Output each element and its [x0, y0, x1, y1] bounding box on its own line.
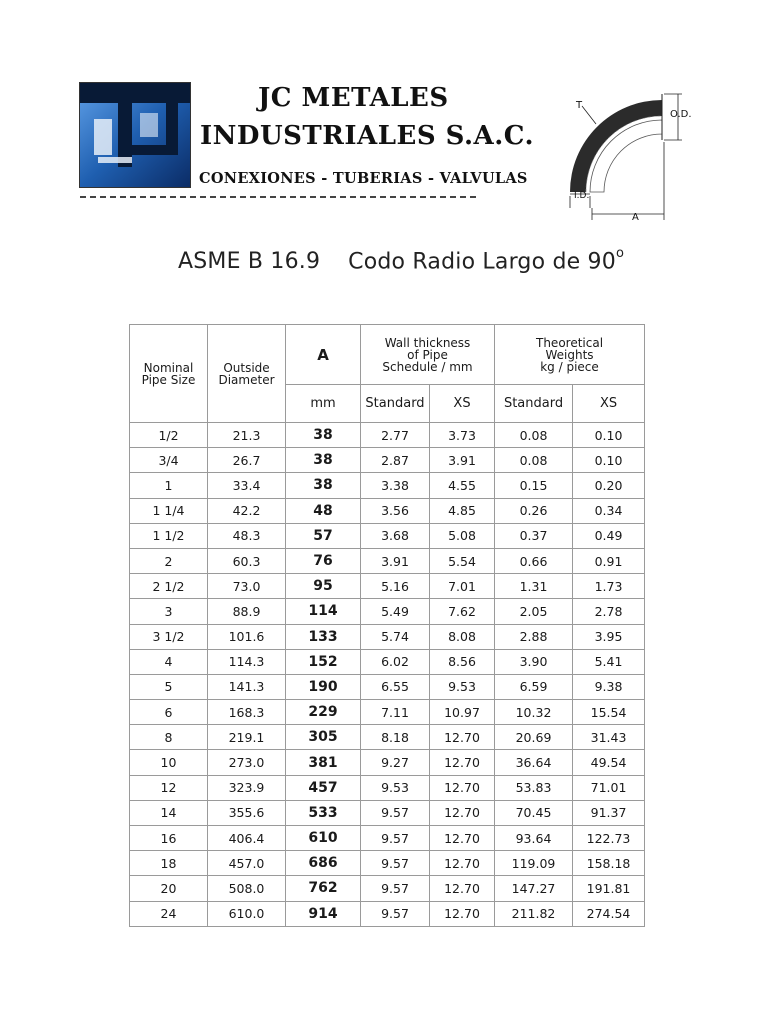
cell-wall-xs: 10.97	[430, 700, 495, 725]
header-nominal-size: Nominal Pipe Size	[130, 325, 208, 423]
cell-wall-standard: 9.57	[361, 901, 430, 926]
cell-weight-standard: 70.45	[495, 800, 573, 825]
header-weight-xs: XS	[573, 385, 645, 423]
cell-weight-standard: 3.90	[495, 649, 573, 674]
table-row	[130, 674, 645, 699]
table-row	[130, 523, 645, 548]
cell-dimension-a: 533	[286, 800, 361, 825]
cell-weight-xs: 9.38	[573, 674, 645, 699]
cell-wall-standard: 9.57	[361, 876, 430, 901]
company-name-line1: JC METALES	[258, 83, 449, 113]
header-wall-standard: Standard	[361, 385, 430, 423]
cell-wall-xs: 4.85	[430, 498, 495, 523]
cell-nominal-size: 2 1/2	[130, 574, 208, 599]
header-wall-thickness: Wall thickness of Pipe Schedule / mm	[361, 325, 495, 385]
cell-nominal-size: 10	[130, 750, 208, 775]
table-row	[130, 574, 645, 599]
header-theoretical-weights: Theoretical Weights kg / piece	[495, 325, 645, 385]
table-row	[130, 876, 645, 901]
cell-wall-standard: 3.68	[361, 523, 430, 548]
cell-nominal-size: 18	[130, 851, 208, 876]
cell-dimension-a: 152	[286, 649, 361, 674]
cell-weight-xs: 3.95	[573, 624, 645, 649]
cell-weight-standard: 20.69	[495, 725, 573, 750]
header-a-unit: mm	[286, 385, 361, 423]
table-row	[130, 750, 645, 775]
cell-weight-xs: 0.20	[573, 473, 645, 498]
cell-dimension-a: 76	[286, 548, 361, 573]
cell-weight-standard: 0.66	[495, 548, 573, 573]
cell-weight-standard: 119.09	[495, 851, 573, 876]
cell-outside-diameter: 610.0	[208, 901, 286, 926]
cell-wall-xs: 12.70	[430, 775, 495, 800]
cell-weight-standard: 0.15	[495, 473, 573, 498]
cell-wall-xs: 12.70	[430, 725, 495, 750]
cell-outside-diameter: 42.2	[208, 498, 286, 523]
cell-dimension-a: 48	[286, 498, 361, 523]
cell-wall-xs: 7.01	[430, 574, 495, 599]
cell-outside-diameter: 101.6	[208, 624, 286, 649]
cell-wall-standard: 3.56	[361, 498, 430, 523]
cell-wall-standard: 5.16	[361, 574, 430, 599]
cell-wall-standard: 9.53	[361, 775, 430, 800]
cell-nominal-size: 8	[130, 725, 208, 750]
table-row	[130, 548, 645, 573]
cell-weight-xs: 0.34	[573, 498, 645, 523]
table-row	[130, 826, 645, 851]
cell-outside-diameter: 406.4	[208, 826, 286, 851]
header-weight-standard: Standard	[495, 385, 573, 423]
elbow-dimensions-table	[129, 324, 645, 927]
cell-nominal-size: 3/4	[130, 448, 208, 473]
cell-weight-standard: 6.59	[495, 674, 573, 699]
cell-dimension-a: 381	[286, 750, 361, 775]
table-row	[130, 423, 645, 448]
cell-weight-xs: 274.54	[573, 901, 645, 926]
cell-weight-xs: 31.43	[573, 725, 645, 750]
cell-weight-xs: 0.10	[573, 448, 645, 473]
cell-wall-xs: 5.08	[430, 523, 495, 548]
cell-dimension-a: 229	[286, 700, 361, 725]
cell-outside-diameter: 323.9	[208, 775, 286, 800]
cell-wall-standard: 2.87	[361, 448, 430, 473]
cell-dimension-a: 114	[286, 599, 361, 624]
cell-wall-standard: 2.77	[361, 423, 430, 448]
cell-outside-diameter: 141.3	[208, 674, 286, 699]
fitting-name: Codo Radio Largo de 90	[348, 249, 616, 275]
cell-weight-standard: 2.05	[495, 599, 573, 624]
cell-dimension-a: 57	[286, 523, 361, 548]
cell-nominal-size: 6	[130, 700, 208, 725]
cell-outside-diameter: 26.7	[208, 448, 286, 473]
cell-wall-xs: 3.73	[430, 423, 495, 448]
cell-wall-standard: 7.11	[361, 700, 430, 725]
cell-weight-xs: 191.81	[573, 876, 645, 901]
elbow-diagram	[552, 84, 702, 224]
cell-weight-standard: 1.31	[495, 574, 573, 599]
cell-outside-diameter: 60.3	[208, 548, 286, 573]
cell-wall-xs: 8.56	[430, 649, 495, 674]
company-tagline: CONEXIONES - TUBERIAS - VALVULAS	[199, 170, 528, 187]
cell-nominal-size: 14	[130, 800, 208, 825]
cell-outside-diameter: 21.3	[208, 423, 286, 448]
table-row	[130, 775, 645, 800]
cell-outside-diameter: 219.1	[208, 725, 286, 750]
cell-wall-xs: 3.91	[430, 448, 495, 473]
degree-mark: o	[615, 246, 625, 261]
cell-wall-standard: 5.49	[361, 599, 430, 624]
cell-outside-diameter: 508.0	[208, 876, 286, 901]
table-row	[130, 700, 645, 725]
cell-weight-standard: 0.08	[495, 448, 573, 473]
dashed-divider	[80, 196, 476, 198]
cell-weight-standard: 93.64	[495, 826, 573, 851]
cell-nominal-size: 2	[130, 548, 208, 573]
table-body	[130, 423, 645, 927]
cell-weight-standard: 0.26	[495, 498, 573, 523]
cell-outside-diameter: 73.0	[208, 574, 286, 599]
cell-outside-diameter: 88.9	[208, 599, 286, 624]
cell-weight-xs: 122.73	[573, 826, 645, 851]
cell-weight-xs: 0.49	[573, 523, 645, 548]
cell-dimension-a: 914	[286, 901, 361, 926]
page-title	[178, 246, 625, 275]
cell-outside-diameter: 114.3	[208, 649, 286, 674]
cell-wall-xs: 7.62	[430, 599, 495, 624]
cell-outside-diameter: 33.4	[208, 473, 286, 498]
a-label: A	[632, 212, 639, 223]
cell-dimension-a: 457	[286, 775, 361, 800]
cell-weight-xs: 158.18	[573, 851, 645, 876]
cell-nominal-size: 1/2	[130, 423, 208, 448]
cell-weight-xs: 2.78	[573, 599, 645, 624]
cell-nominal-size: 20	[130, 876, 208, 901]
cell-wall-standard: 9.57	[361, 826, 430, 851]
cell-dimension-a: 686	[286, 851, 361, 876]
cell-wall-xs: 12.70	[430, 876, 495, 901]
header-outside-diameter: Outside Diameter	[208, 325, 286, 423]
cell-weight-xs: 15.54	[573, 700, 645, 725]
id-label: I.D.	[574, 191, 590, 201]
cell-wall-standard: 6.55	[361, 674, 430, 699]
cell-wall-xs: 4.55	[430, 473, 495, 498]
cell-weight-standard: 0.08	[495, 423, 573, 448]
cell-wall-xs: 12.70	[430, 800, 495, 825]
company-logo	[79, 82, 191, 188]
table-row	[130, 725, 645, 750]
t-label: T	[576, 100, 583, 111]
cell-outside-diameter: 168.3	[208, 700, 286, 725]
cell-weight-standard: 53.83	[495, 775, 573, 800]
cell-wall-xs: 12.70	[430, 750, 495, 775]
table-row	[130, 448, 645, 473]
table-row	[130, 851, 645, 876]
cell-wall-standard: 5.74	[361, 624, 430, 649]
cell-nominal-size: 16	[130, 826, 208, 851]
cell-weight-xs: 1.73	[573, 574, 645, 599]
cell-outside-diameter: 48.3	[208, 523, 286, 548]
cell-wall-xs: 5.54	[430, 548, 495, 573]
cell-nominal-size: 3	[130, 599, 208, 624]
header-a: A	[286, 325, 361, 385]
cell-nominal-size: 24	[130, 901, 208, 926]
cell-dimension-a: 95	[286, 574, 361, 599]
table-row	[130, 649, 645, 674]
cell-nominal-size: 1 1/2	[130, 523, 208, 548]
cell-dimension-a: 38	[286, 423, 361, 448]
cell-wall-standard: 3.91	[361, 548, 430, 573]
cell-weight-standard: 36.64	[495, 750, 573, 775]
cell-weight-xs: 5.41	[573, 649, 645, 674]
od-label: O.D.	[670, 109, 692, 120]
cell-weight-standard: 10.32	[495, 700, 573, 725]
table-row	[130, 599, 645, 624]
cell-dimension-a: 38	[286, 448, 361, 473]
cell-dimension-a: 305	[286, 725, 361, 750]
cell-nominal-size: 5	[130, 674, 208, 699]
cell-nominal-size: 4	[130, 649, 208, 674]
cell-wall-standard: 9.27	[361, 750, 430, 775]
cell-dimension-a: 610	[286, 826, 361, 851]
cell-wall-standard: 9.57	[361, 851, 430, 876]
cell-wall-xs: 12.70	[430, 851, 495, 876]
cell-dimension-a: 762	[286, 876, 361, 901]
cell-wall-standard: 3.38	[361, 473, 430, 498]
cell-weight-standard: 0.37	[495, 523, 573, 548]
cell-weight-xs: 0.10	[573, 423, 645, 448]
cell-nominal-size: 3 1/2	[130, 624, 208, 649]
cell-weight-xs: 91.37	[573, 800, 645, 825]
cell-wall-xs: 12.70	[430, 826, 495, 851]
cell-weight-standard: 147.27	[495, 876, 573, 901]
company-name-line2: INDUSTRIALES S.A.C.	[200, 121, 535, 151]
cell-wall-standard: 9.57	[361, 800, 430, 825]
standard-code: ASME B 16.9	[178, 249, 321, 275]
table-row	[130, 473, 645, 498]
header-wall-xs: XS	[430, 385, 495, 423]
cell-wall-xs: 9.53	[430, 674, 495, 699]
cell-dimension-a: 38	[286, 473, 361, 498]
cell-weight-standard: 211.82	[495, 901, 573, 926]
table-row	[130, 901, 645, 926]
cell-dimension-a: 190	[286, 674, 361, 699]
cell-outside-diameter: 355.6	[208, 800, 286, 825]
table-row	[130, 624, 645, 649]
cell-wall-standard: 8.18	[361, 725, 430, 750]
cell-outside-diameter: 273.0	[208, 750, 286, 775]
cell-nominal-size: 1	[130, 473, 208, 498]
cell-wall-standard: 6.02	[361, 649, 430, 674]
cell-nominal-size: 1 1/4	[130, 498, 208, 523]
cell-weight-xs: 49.54	[573, 750, 645, 775]
cell-weight-xs: 71.01	[573, 775, 645, 800]
table-row	[130, 800, 645, 825]
cell-outside-diameter: 457.0	[208, 851, 286, 876]
cell-weight-xs: 0.91	[573, 548, 645, 573]
cell-weight-standard: 2.88	[495, 624, 573, 649]
logo-mark	[80, 83, 190, 187]
cell-wall-xs: 12.70	[430, 901, 495, 926]
cell-wall-xs: 8.08	[430, 624, 495, 649]
cell-dimension-a: 133	[286, 624, 361, 649]
cell-nominal-size: 12	[130, 775, 208, 800]
table-row	[130, 498, 645, 523]
